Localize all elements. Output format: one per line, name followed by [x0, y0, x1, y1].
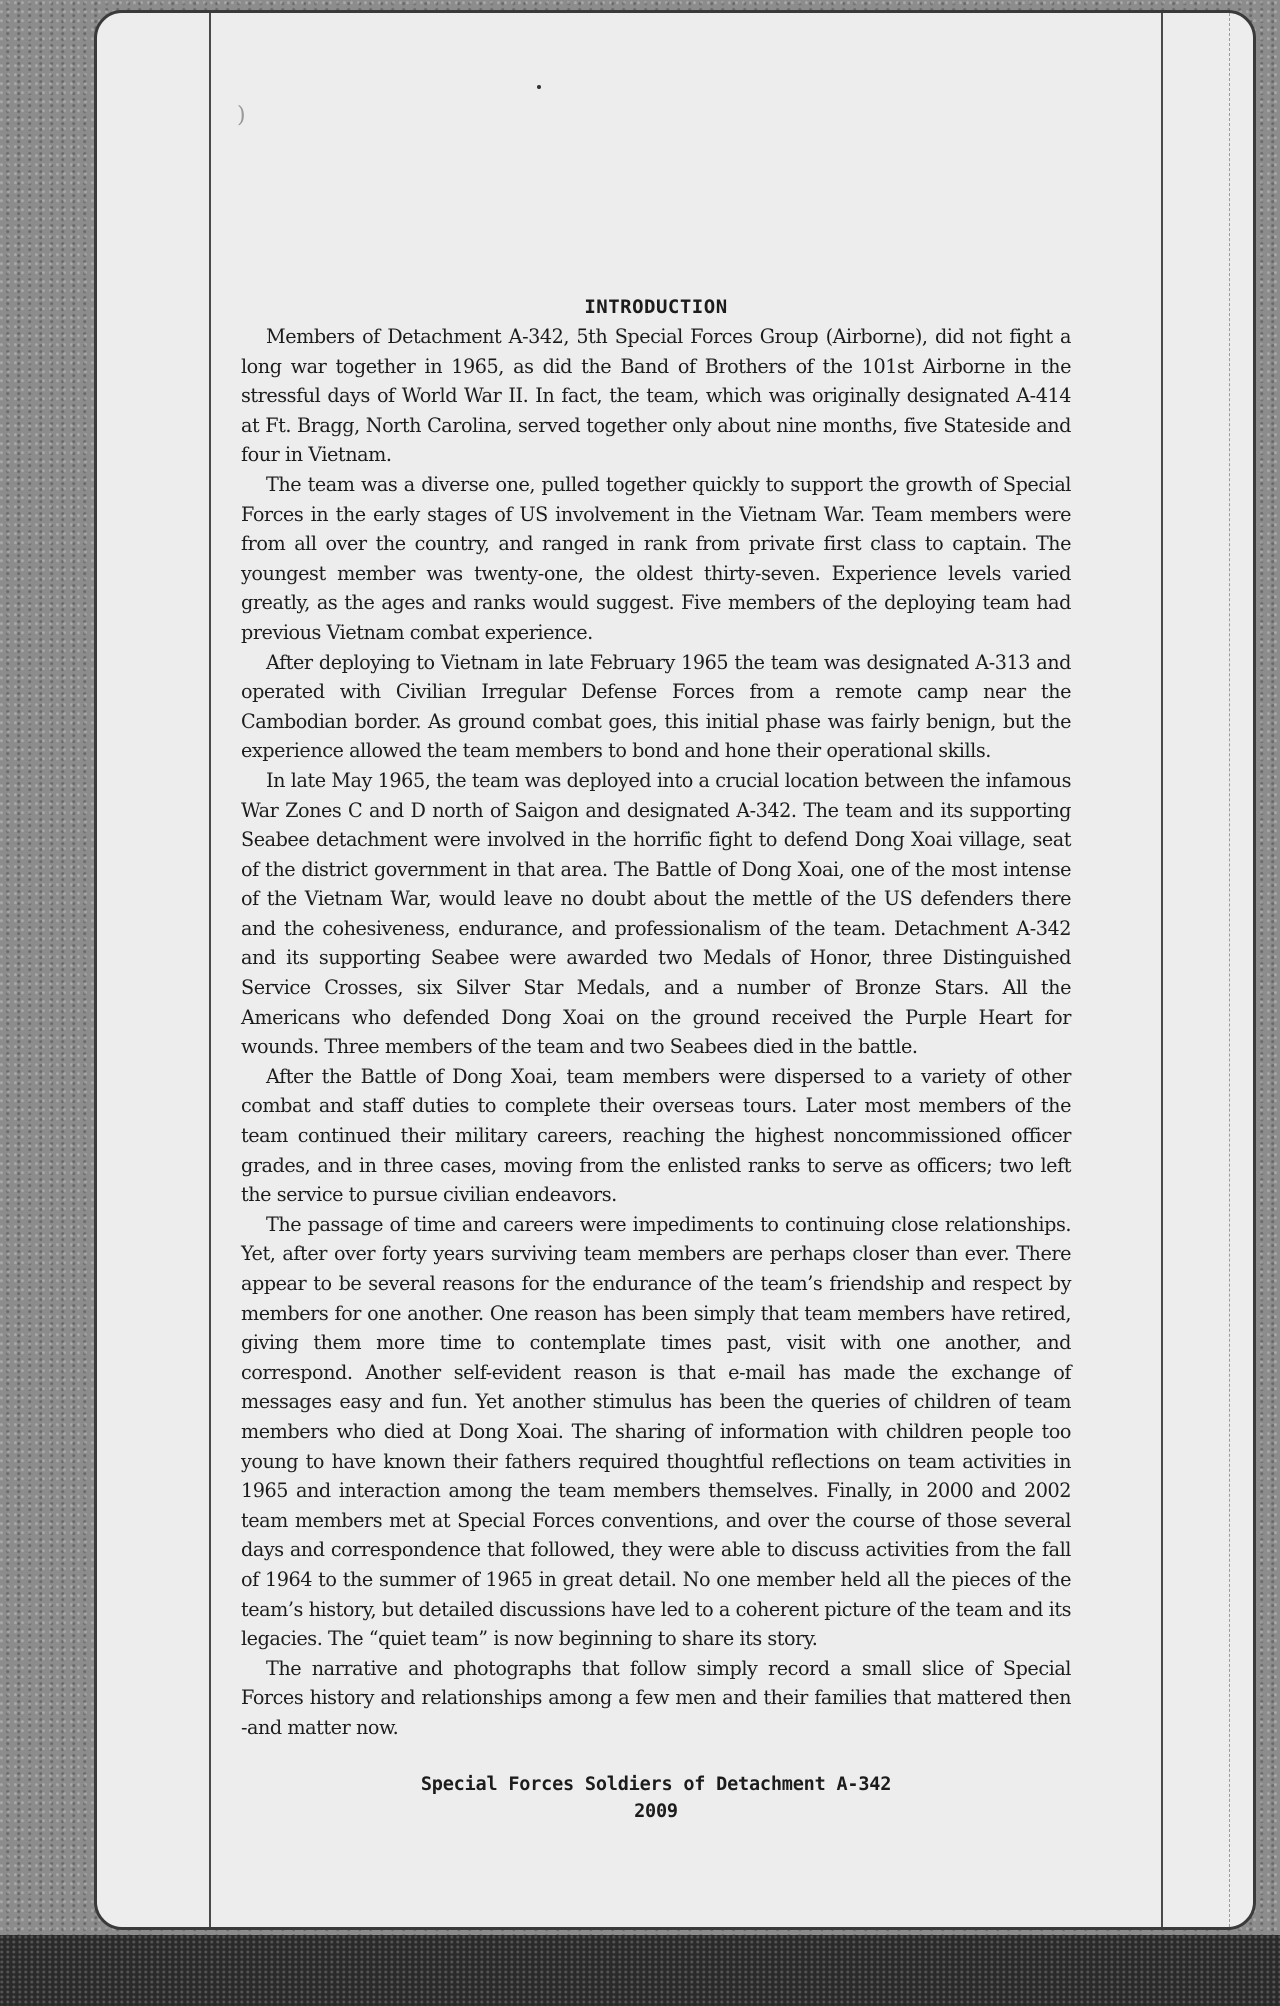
pencil-mark: ) [237, 103, 246, 128]
signature-year: 2009 [634, 1800, 678, 1822]
paragraph-7: The narrative and photographs that follow simply record a small slice of Special Forces history and relationships among a few men and their families that mattered then -and matter now. [241, 1656, 1071, 1739]
paragraph-4: In late May 1965, the team was deployed into a crucial location between the infamous War Zones C and D north of Saigon and designated A-342. The team and its supporting Seabee detachment were involved in the horrific fight to defend Dong Xoai village, seat of the district government in that area. The Battle of Dong Xoai, one of the most intense of the Vietnam War, would leave no doubt about the mettle of the US defenders there and the cohesiveness, endurance, and professionalism of the team. Detachment A-342 and its supporting Seabee were awarded two Medals of Honor, three Distinguished Service Crosses, six Silver Star Medals, and a number of Bronze Stars. All the Americans who defended Dong Xoai on the ground received the Purple Heart for wounds. Three members of the team and two Seabees died in the battle. [241, 768, 1071, 1059]
paragraph-1: Members of Detachment A-342, 5th Special Forces Group (Airborne), did not fight a long war together in 1965, as did the Band of Brothers of the 101st Airborne in the stressful days of World War II. In fact, the team, which was originally designated A-414 at Ft. Bragg, North Carolina, served together only about nine months, five Stateside and four in Vietnam. [241, 325, 1071, 467]
right-margin-rule [1161, 13, 1163, 1927]
scan-speck [537, 85, 541, 89]
page-title: INTRODUCTION [584, 296, 728, 318]
paragraph-6: The passage of time and careers were impediments to continuing close relationships. Yet, after over forty years surviving team members are perhaps closer than ever. There appear to be several reasons for the endurance of the team’s friendship and respect by members for one another. One reason has been simply that team members have retired, giving them more time to contemplate times past, visit with one another, and correspond. Another self-evident reason is that e-mail has made the exchange of messages easy and fun. Yet another stimulus has been the queries of children of team members who died at Dong Xoai. The sharing of information with children people too young to have known their fathers required thoughtful reflections on team activities in 1965 and interaction among the team members themselves. Finally, in 2000 and 2002 team members met at Special Forces conventions, and over the course of those several days and correspondence that followed, they were able to discuss activities from the fall of 1964 to the summer of 1965 in great detail. No one member held all the pieces of the team’s history, but detailed discussions have led to a coherent picture of the team and its legacies. The “quiet team” is now beginning to share its story. [241, 1212, 1071, 1651]
signature-line: Special Forces Soldiers of Detachment A-342 [420, 1773, 892, 1795]
paragraph-3: After deploying to Vietnam in late February 1965 the team was designated A-313 and operated with Civilian Irregular Defense Forces from a remote camp near the Cambodian border. As ground combat goes, this initial phase was fairly benign, but the experience allowed the team members to bond and hone their operational skills. [241, 650, 1071, 763]
left-margin-rule [209, 13, 211, 1927]
paragraph-2: The team was a diverse one, pulled together quickly to support the growth of Special Forces in the early stages of US involvement in the Vietnam War. Team members were from all over the country, and ranged in rank from private first class to captain. The youngest member was twenty-one, the oldest thirty-seven. Experience levels varied greatly, as the ages and ranks would suggest. Five members of the deploying team had previous Vietnam combat experience. [241, 472, 1071, 644]
outer-margin-rule [1229, 13, 1230, 1927]
document-body [241, 281, 1071, 1825]
scan-bottom-edge [0, 1935, 1280, 2006]
document-page [94, 10, 1256, 1930]
signature-block [241, 1771, 1071, 1825]
paragraph-5: After the Battle of Dong Xoai, team members were dispersed to a variety of other combat and staff duties to complete their overseas tours. Later most members of the team continued their military careers, reaching the highest noncommissioned officer grades, and in three cases, moving from the enlisted ranks to serve as officers; two left the service to pursue civilian endeavors. [241, 1064, 1071, 1207]
